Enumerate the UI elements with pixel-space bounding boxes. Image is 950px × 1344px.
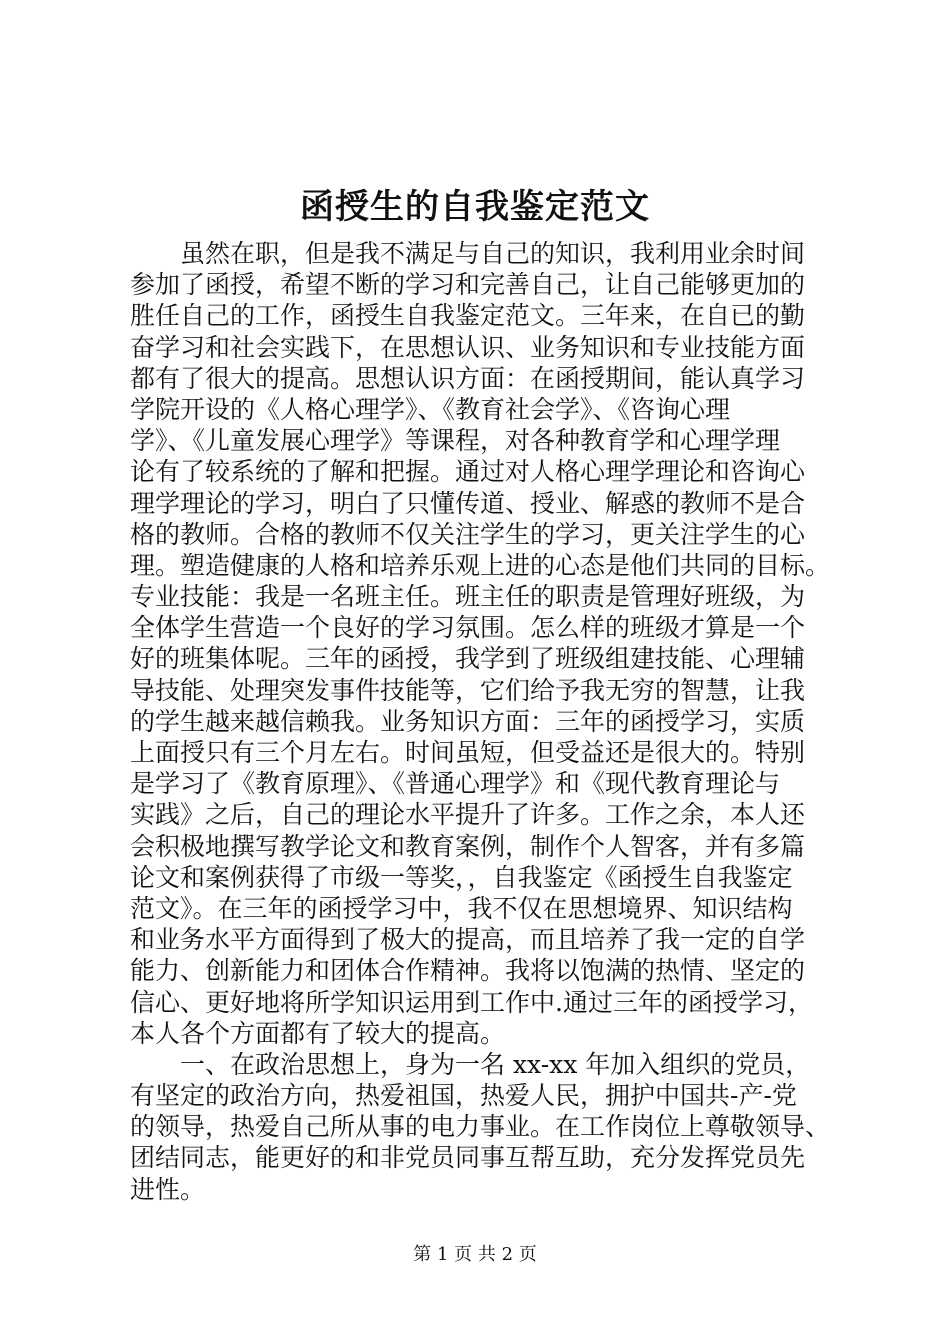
text-line: 团结同志，能更好的和非党员同事互帮互助，充分发挥党员先 bbox=[130, 1143, 806, 1173]
text-line: 论文和案例获得了市级一等奖，，自我鉴定《函授生自我鉴定 bbox=[130, 862, 793, 892]
text-line: 学院开设的《人格心理学》、《教育社会学》、《咨询心理 bbox=[130, 394, 731, 424]
document-body bbox=[130, 238, 835, 1205]
text-line: 学》、《儿童发展心理学》等课程，对各种教育学和心理学理 bbox=[130, 426, 781, 456]
text-line: 实践》之后，自己的理论水平提升了许多。工作之余，本人还 bbox=[130, 800, 806, 830]
text-line: 的学生越来越信赖我。业务知识方面：三年的函授学习，实质 bbox=[130, 706, 806, 736]
text-line: 和业务水平方面得到了极大的提高，而且培养了我一定的自学 bbox=[130, 925, 806, 955]
page-title: 函授生的自我鉴定范文 bbox=[300, 187, 650, 227]
text-line: 理。塑造健康的人格和培养乐观上进的心态是他们共同的目标。 bbox=[130, 550, 831, 580]
text-line: 理学理论的学习，明白了只懂传道、授业、解惑的教师不是合 bbox=[130, 488, 806, 518]
text-line: 有坚定的政治方向，热爱祖国，热爱人民，拥护中国共-产-党 bbox=[130, 1081, 797, 1111]
text-line: 信心、更好地将所学知识运用到工作中.通过三年的函授学习， bbox=[130, 987, 813, 1017]
text-line: 专业技能：我是一名班主任。班主任的职责是管理好班级，为 bbox=[130, 582, 806, 612]
text-line: 能力、创新能力和团体合作精神。我将以饱满的热情、坚定的 bbox=[130, 956, 806, 986]
text-line: 论有了较系统的了解和把握。通过对人格心理学理论和咨询心 bbox=[130, 457, 806, 487]
text-line: 好的班集体呢。三年的函授，我学到了班级组建技能、心理辅 bbox=[130, 644, 806, 674]
page-footer: 第 1 页 共 2 页 bbox=[413, 1244, 537, 1265]
text-line: 胜任自己的工作，函授生自我鉴定范文。三年来，在自已的勤 bbox=[130, 301, 806, 331]
text-line: 格的教师。合格的教师不仅关注学生的学习，更关注学生的心 bbox=[130, 519, 806, 549]
text-line: 会积极地撰写教学论文和教育案例，制作个人智客，并有多篇 bbox=[130, 831, 806, 861]
text-line: 范文》。在三年的函授学习中，我不仅在思想境界、知识结构 bbox=[130, 893, 793, 923]
text-line: 都有了很大的提高。思想认识方面：在函授期间，能认真学习 bbox=[130, 363, 806, 393]
text-line: 全体学生营造一个良好的学习氛围。怎么样的班级才算是一个 bbox=[130, 613, 806, 643]
text-line: 上面授只有三个月左右。时间虽短，但受益还是很大的。特别 bbox=[130, 738, 806, 767]
text-line: 虽然在职，但是我不满足与自己的知识，我利用业余时间 bbox=[130, 239, 806, 268]
text-line: 一、在政治思想上，身为一名 xx-xx 年加入组织的党员， bbox=[130, 1049, 811, 1079]
text-line: 本人各个方面都有了较大的提高。 bbox=[130, 1018, 506, 1048]
text-line: 导技能、处理突发事件技能等，它们给予我无穷的智慧，让我 bbox=[130, 675, 806, 705]
text-line: 的领导，热爱自己所从事的电力事业。在工作岗位上尊敬领导、 bbox=[130, 1112, 831, 1142]
text-line: 奋学习和社会实践下，在思想认识、业务知识和专业技能方面 bbox=[130, 332, 806, 362]
text-line: 是学习了《教育原理》、《普通心理学》和《现代教育理论与 bbox=[130, 769, 781, 799]
text-line: 参加了函授，希望不断的学习和完善自己，让自己能够更加的 bbox=[130, 270, 806, 300]
text-line: 进性。 bbox=[130, 1174, 206, 1204]
